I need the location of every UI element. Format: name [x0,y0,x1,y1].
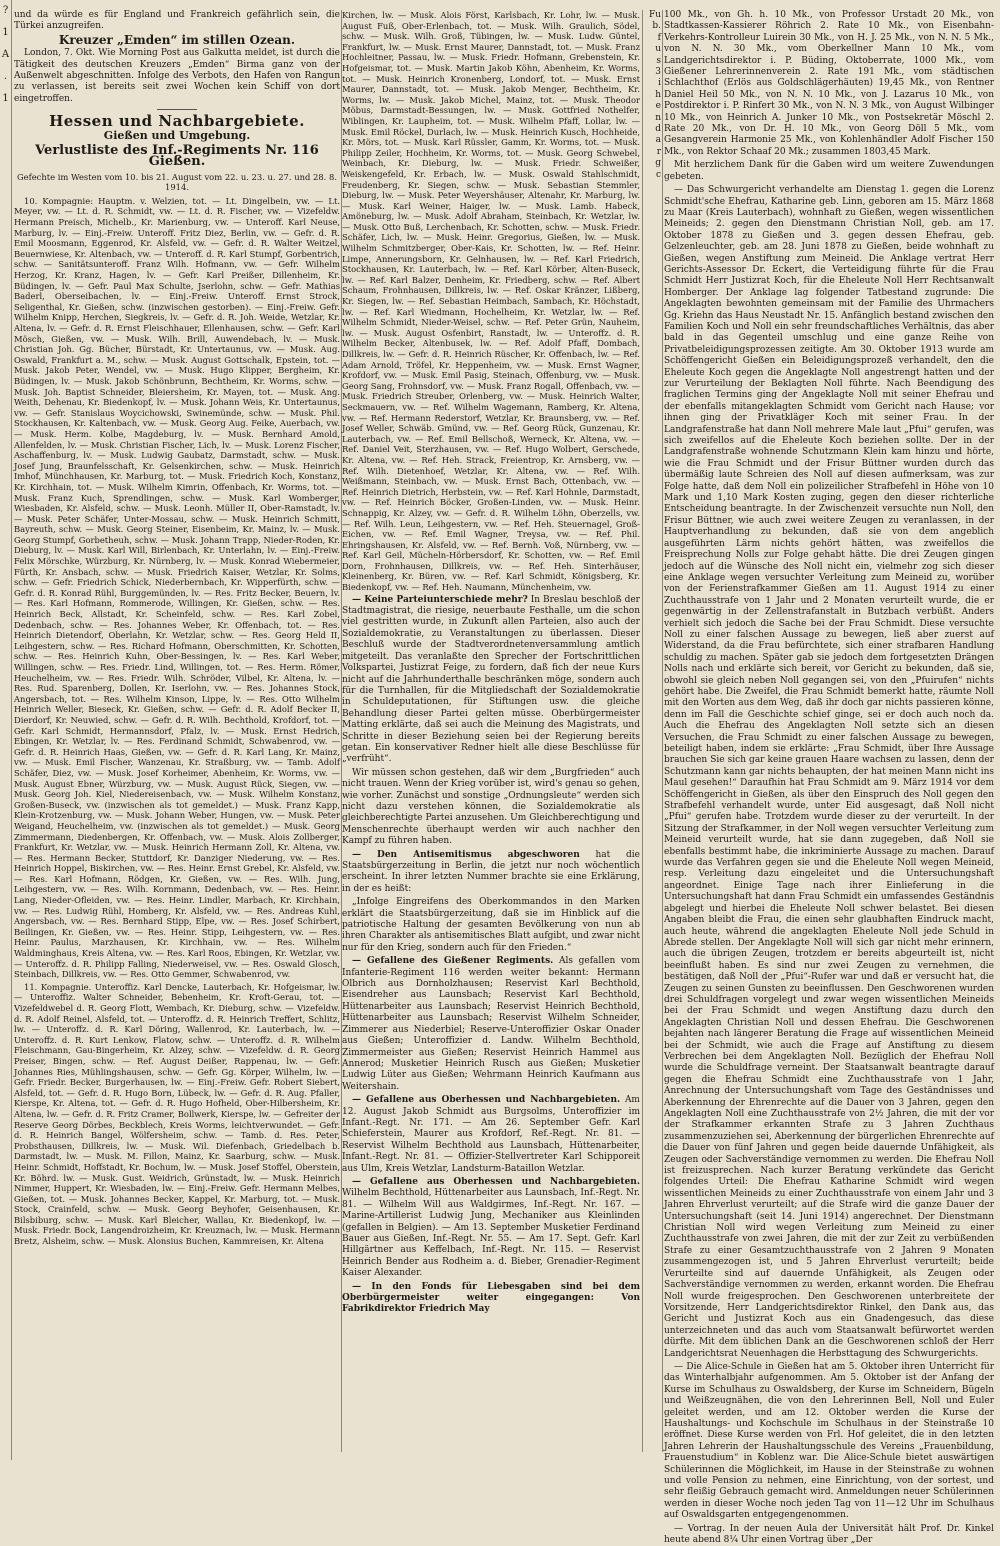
fragment: Fu [648,10,661,20]
fund-thanks: Mit herzlichem Dank für die Gaben wird um weitere Zuwendungen gebeten. [664,160,994,182]
article-gefallene-oberhessen-1 [342,1095,640,1175]
fragment: d [655,124,661,135]
article-title: — Gefallene des Gießener Regiments. [352,956,554,967]
section-subtitle: Gießen und Umgebung. [103,128,251,142]
fragment: 3 [655,67,661,78]
article-gefallene-oberhessen-2 [342,1177,640,1280]
article-body: In Breslau beschloß der Stadtmagistrat, die riesige, neuerbaute Festhalle, um die schon viel gestritten wurde, in Zukunft allen Parteien, also auch der Sozialdemokratie, zu Veranstaltungen zu überlassen. Dieser Beschluß wurde der Stadtverordnetenversammlung amtlich mitgeteilt. Das veranlaßte den Sprecher der Fortschrittlichen Volkspartei, Justizrat Feige, zu fordern, daß fich der neue Kurs nicht auf die Jahrhunderthalle beschränken möge, sondern auch für die Turnhallen, für die Mitgliedschaft der Sozialdemokratie in Schuldeputationen, für Stiftungen usw. die gleiche Behandlung dieser Partei gelten müsse. Oberbürgermeister Matting erklärte, daß sei auch die Meinung des Magistrats, und Schritte in dieser Beziehung seien bei der Regierung bereits getan. Ein konservativer Redner hielt alle diese Beschlüsse für „verfrüht“. [342,594,640,765]
list-subtitle: Gefechte im Westen vom 10. bis 21. August vom 22. u. 23. u. 27. und 28. 8. 1914. [16,171,337,192]
fragment: n [655,112,661,123]
fragment: i [658,78,661,89]
casualty-list-continued: Kirchen, lw. — Musk. Alois Först, Karlsbach, Kr. Lohr, lw. — Musk. August Fuß, Ober-Erlenbach, tot. — Musk. Wilh. Graulich, Södel, schw. — Musk. Wilh. Groß, Tübingen, lw. — Musk. Ludw. Güntel, Frankfurt, lw. — Musk. Ernst Maurer, Dannstadt, tot. — Musk. Franz Hochleitner, Passau, lw. — Musk. Friedr. Hofmann, Grebenstein, Kr. Hofgeismar, tot. — Musk. Martin Jakob Köhn, Abenheim, Kr. Worms, tot. — Musk. Heinrich Kronenberg, Londorf, tot. — Musk. Ernst Maurer, Dannstadt, tot. — Musk. Jakob Menger, Bechtheim, Kr. Worms, lw. — Musk. Jakob Michel, Mainz, tot. — Musk. Theodor Möbus, Darmstadt-Bessungen, lw. — Musk. Gottfried Nothelfer, Wiblingen, Kr. Laupheim, tot. — Musk. Wilhelm Pfaff, Lollar, lw. — Musk. Emil Röckel, Durlach, lw. — Musk. Heinrich Kusch, Hochheide, Kr. Mörs, tot. — Musk. Karl Rüssler, Gamm, Kr. Worms, tot. — Musk. Philipp Zeiler, Hochheim, Kr. Worms, tot. — Musk. Georg Schwebel, Weinbach, Kr. Dieburg, lw. — Musk. Friedr. Schweißer, Weiskengefeld, Kr. Erbach, lw. — Musk. Oswald Stahlschmidt, Freudenberg, Kr. Siegen, schw. — Musk. Sebastian Stemmler, Dieburg, lw. — Musk. Peter Weyershäuser, Altenahr, Kr. Marburg, lw. — Musk. Karl Weiner, Haiger, lw. — Musk. Lamb. Habeck, Amöneburg, lw. — Musk. Adolf Abraham, Steinbach, Kr. Wetzlar, lw. — Musk. Otto Buß, Lerchenbach, Kr. Schotten, schw. — Musk. Friedr. Schäfer, Lich, lw. — Musk. Heinr. Gregorius, Gießen, lw. — Musk. Wilhelm Schmitzberger, Ober-Kais, Kr. Schotten, lw. — Ref. Heinr. Limpe, Annerungsborn, Kr. Gelnhausen, lw. — Ref. Karl Friedrich, Stockhausen, Kr. Lauterbach, lw. — Ref. Karl Körber, Alten-Buseck, lw. — Ref. Karl Balzer, Denheim, Kr. Friedberg, schw. — Ref. Albert Schaum, Frohnhausen, Dillkreis, lw. — Ref. Oskar Kränzer, Lißberg, Kr. Siegen, lw. — Ref. Sebastian Heimbach, Sambach, Kr. Höchstadt, lw. — Ref. Karl Wiedmann, Hochelheim, Kr. Wetzlar, lw. — Ref. Wilhelm Schmidt, Nieder-Weisel, schw. — Ref. Peter Grün, Nauheim, lw. — Musk. August Osfenbirt, Ranstadt, lw. — Unteroffz. d. R. Wilhelm Becker, Altenbusek, lw. — Ref. Adolf Pfaff, Dombach, Dillkreis, lw. — Gefr. d. R. Heinrich Rüscher, Kr. Offenbach, lw. — Ref. Adam Arnold, Tröfel, Kr. Heppenheim, vw. — Musk. Ernst Wagner, Krofdorf, vw. — Musk. Emil Pasig, Steinach, Offenburg, vw. — Musk. Georg Sang, Frohnsdorf, vw. — Musk. Franz Rogall, Offenbach, vw. — Musk. Friedrich Streuber, Orlenberg, vw. — Musk. Heinrich Walter, Seckmauern, vw. — Ref. Wilhelm Wagemann, Ramberg, Kr. Altena, vw. — Ref. Hermann Rederstorf, Wetzlar, Kr. Braunsberg, vw. — Ref. Josef Weller, Schwäb. Gmünd, vw. — Ref. Georg Rück, Gunzenau, Kr. Lauterbach, vw. — Ref. Emil Bellschoß, Werneck, Kr. Altena, vw. — Ref. Daniel Veit, Sterzhausen, vw. — Ref. Hugo Wolbert, Gerschede, Kr. Altena, vw. — Ref. Heh. Strack, Freientrop, Kr. Arnsberg, vw. — Ref. Wilh. Dietenhoef, Wetzlar, Kr. Altena, vw. — Ref. Wilh. Weißmann, Steinbach, vw. — Musk. Ernst Bach, Ottenbach, vw. — Ref. Heinrich Dietrich, Herbstein, vw. — Ref. Karl Hohnle, Darmstadt, vw. — Ref. Heinrich Böcker, Großen-Linden, vw. — Musk. Heinr. Schnappig, Kr. Alzey, vw. — Gefr. d. R. Wilhelm Löhn, Oberzells, vw. — Ref. Wilh. Leun, Leihgestern, vw. — Ref. Heh. Steuernagel, Groß-Eichen, vw. — Ref. Emil Wagner, Treysa, vw. — Ref. Phil. Ehringshausen, Kr. Alsfeld, vw. — Ref. Bernh. Voß, Nürnberg, vw. — Ref. Karl Geil, Mücheln-Hörbersdorf, Kr. Schotten, vw. — Ref. Emil Dorn, Frohnhausen, Dillkreis, vw. — Ref. Heh. Sinterhäuser, Kleinenberg, Kr. Büren, vw. — Ref. Karl Schmidt, Königsberg, Kr. Biedenkopf, vw. — Ref. Heh. Naumann, Münchenheim, vw. [342,10,640,593]
article-body: Wilhelm Bechthold, Hüttenarbeiter aus Launsbach, Inf.-Regt. Nr. 81. — Wilhelm Will aus Waldgirmes, Inf.-Regt. Nr. 167. — Marine-Artillerist Ludwig Jung, Mechaniker aus Kleinlinden (gefallen in Belgien). — Am 13. September Musketier Ferdinand Bauer aus Gießen, Inf.-Regt. Nr. 55. — Am 17. Sept. Gefr. Karl Hillgärtner aus Keffelbach, Inf.-Regt. Nr. 115. — Reservist Heinrich Bender aus Rodheim a. d. Bieber, Grenadier-Regiment Kaiser Alexander. [342,1188,640,1279]
left-margin-strip [0,0,12,1460]
article-title: — In den Fonds für Liebesgaben sind bei dem Oberbürgermeister weiter eingegangen: Von Fabrikdirektor Friedrich May [342,1281,640,1315]
column-rule [662,10,663,1452]
strip-char: . [3,71,8,82]
casualty-list-11th-company: 11. Kompagnie. Unteroffiz. Karl Dencke, Lauterbach, Kr. Hofgeismar, lw. — Unteroffiz. Walter Schneider, Bebenheim, Kr. Kroft-Gerau, tot. — Vizefeldwebel d. R. Georg Flott, Wembach, Kr. Dieburg, schw. — Vizefeldw. d. R. Adolf Reinel, Alsfeld, tot. — Unteroffz. d. R. Heinrich Treffert, Schlitz, lw. — Unteroffz. d. R. Karl Döring, Wallenrod, Kr. Lauterbach, lw. — Unteroffz. d. R. Kurt Lenkow, Flatow, schw. — Unteroffz. d. R. Wilhelm Fleischmann, Gau-Bingerheim, Kr. Alzey, schw. — Vizefeldw. d. R. Georg Preiser, Bingen, schw. — Ref. August Deißer, Rappenau, lw. — Gefr. Johannes Ries, Mühlingshausen, schw. — Gefr. Gg. Körper, Wilhelm, lw. — Gefr. Friedr. Becker, Burgerhausen, lw. — Einj.-Freiw. Gefr. Robert Siebert, Alsfeld, tot. — Gefr. d. R. Hugo Born, Lübeck, lw. — Gefr. d. R. Aug. Pfaller, Kierspe, Kr. Altena, tot. — Gefr. d. R. Hugo Hofheld, Ober-Hilbersheim, Kr. Altena, lw. — Gefr. d. R. Fritz Cramer, Bollwerk, Kierspe, lw. — Gefreiter der Reserve Georg Dörbes, Beckblech, Kreis Worms, leichtverwundet. — Gefr. d. R. Heinrich Bangel, Wölfersheim, schw. — Tamb. d. Res. Peter, Probsthausen, Dillkreis, lw. — Musk. Wil. Diefenbach, Griedelbach b. Darmstadt, lw. — Musk. M. Fillon, Mainz, Kr. Saarburg, schw. — Musk. Heinr. Schmidt, Hoffstadt, Kr. Bochum, lw. — Musk. Josef Stoffel, Oberstein, Kr. Böhrd. lw. — Musk. Gust. Weidrich, Grünstadt, lw. — Musk. Heinrich Nimmer, Huppert, Kr. Wiesbaden, lw. — Einj.-Freiw. Gefr. Hermann Melbes, Gießen, tot. — Musk. Johannes Becker, Kappel, Kr. Marburg, tot. — Musk. Stock, Crainfeld, schw. — Musk. Georg Beyhofer, Geisenhausen, Kr. Bilsbiburg, schw. — Musk. Karl Bleicher, Wallau, Kr. Biedenkopf, lw. — Musk. Friedr. Bock, Langendroizheim, Kr. Kreuznach, lw. — Musk. Hermann Bretz, Alsheim, schw. — Musk. Alonsius Buchen, Kammreisen, Kr. Altena [14,981,340,1247]
headline-kreuzer: Kreuzer „Emden“ im stillen Ozean. [58,32,296,47]
kreuzer-paragraph: London, 7. Okt. Wie Morning Post aus Galkutta meldet, ist durch die Tätigkeit des deutschen Kreuzers „Emden“ Birma ganz von der Außenwelt abgeschnitten. Infolge des Verbots, den Hafen von Rangun zu verlassen, ist bereits seit zwei Wochen kein Schiff von dort eingetroffen. [14,48,340,104]
article-liebesgaben [342,1282,640,1316]
strip-char: 1 [2,27,9,38]
fragment: s [656,55,661,66]
list-title: Verlustliste des Inf.-Regiments Nr. 116 Gießen. [35,143,319,170]
article-antisemitismus [342,850,640,896]
section-title: Hessen und Nachbargebiete. [49,112,305,131]
column-3-fragments [642,10,661,1452]
article-title: — Den Antisemitismus abgeschworen [352,849,580,860]
article-title: — Keine Parteiunterschiede mehr? [352,594,528,605]
fragment: a [655,135,661,146]
article-body: hat die Staatsbürgerzeitung in Berlin, die jetzt nur noch wöchentlich erscheint. In ihrer letzten Nummer brachte sie eine Erklärung, in der es heißt: [342,849,640,894]
fragment: r [656,146,661,157]
quote: „Infolge Eingreifens des Oberkommandos in den Marken erklärt die Staatsbürgerzeitung, daß sie im Hinblick auf die patriotische Haltung der gesamten Bevölkerung von nun ab ihren Charakter als antisemitisches Blatt aufgibt, und zwar nicht nur für den Krieg, sondern auch für den Frieden.“ [342,897,640,953]
intro-paragraph: und da würde es für England und Frankreich gefährlich sein, die Türkei anzugreifen. [14,10,340,32]
fragment: b. [652,21,661,32]
column-4 [664,10,994,1546]
article-schwurgericht: — Das Schwurgericht verhandelte am Dienstag 1. gegen die Lorenz Schmidt'sche Ehefrau, Katharine geb. Linn, geboren am 15. März 1868 zu Maar (Kreis Lauterbach), wohnhaft zu Gießen, wegen wissentlichen Meineids; 2. gegen den Dienstmann Christian Noll, geb. am 17. Oktober 1878 zu Gießen und 3. gegen dessen Ehefrau, geb. Gelzenleuchter, geb. am 28. Juni 1878 zu Gießen, beide wohnhaft zu Gießen, wegen Anstiftung zum Meineid. Die Anklage vertrat Herr Gerichts-Assessor Dr. Eckert, die Verteidigung führte für die Frau Schmidt Herr Justizrat Koch, für die Eheleute Noll Herr Rechtsanwalt Homberger. Der Anklage lag folgender Tatbestand zugrunde: Die Angeklagten bewohnten gemeinsam mit der Familie des Uhrmachers Gg. Kriehn das Haus Neustadt Nr. 15. Anfänglich bestand zwischen den Familien Koch und Noll ein sehr freundschaftliches Verhältnis, das aber bald in das Gegenteil umschlug und eine ganze Reihe von Privatbeleidigungsprozessen zeitigte. Am 30. Oktober 1913 wurde am Schöffengericht Gießen ein Beleidigungsprozeß verhandelt, den die Eheleute Koch gegen die Angeklagte Noll angestrengt hatten und der zur Verurteilung der Beklagten Noll führte. Nach Beendigung des fraglichen Termins ging der Angeklagte Noll mit seiner Ehefrau und der ebenfalls mitangeklagten Schmidt vom Gericht nach Hause; vor ihnen ging der Privatkläger Koch mit seiner Frau. In der Landgrafenstraße hat dann Noll mehrere Male laut „Pfui“ gerufen, was sich zweifellos auf die Eheleute Koch beziehen sollte. Der in der Landgrafenstraße wohnende Schutzmann Klein kam hinzu und hörte, wie die Frau Schmidt und der Frisur Büttner wurden durch das übermäßig laute Schreien des Noll auf diesen aufmerksam, was zur Folge hatte, daß dem Noll ein polizeilicher Strafbefehl in Höhe von 10 Mark und 1,10 Mark Kosten zuging, gegen den dieser richterliche Entscheidung beantragte. In der Zwischenzeit versuchte nun Noll, den Frisur Büttner, wie auch zwei weitere Zeugen zu veranlassen, in der Hauptverhandlung zu bekunden, daß sie von dem angeblich ausgeführten Lärm nichts gehört hätten, was zweifellos die Freisprechung Nolls zur Folge gehabt hätte. Die drei Zeugen gingen jedoch auf die Wünsche des Noll nicht ein, vielmehr zog sich dieser eine Anklage wegen versuchter Verleitung zum Meineid zu, worüber von der Ferienstrafkammer Gießen am 11. August 1914 zu einer Zuchthausstrafe von 1 Jahr und 2 Monaten verurteilt wurde, die er gegenwärtig in der Zellenstrafanstalt in Butzbach verbüßt. Anders verhielt sich jedoch die Sache bei der Frau Schmidt. Diese versuchte Noll zu einer falschen Aussage zu bewegen, ließ aber zuerst auf Widerstand, da die Frau befürchtete, sich einer strafbaren Handlung schuldig zu machen. Später gab sie jedoch dem fortgesetzten Drängen Nolls nach und erklärte sich bereit, vor Gericht zu bekunden, daß sie, obwohl sie gleich neben Noll gegangen sei, von den „Pfuirufen“ nichts gehört habe. Die Zweifel, die Frau Schmidt bemerkt hatte, räumte Noll mit den Worten aus dem Weg, daß ihr doch gar nichts passieren könne, denn im Fall die Geschichte schief ginge, sei er doch auch noch da. Auch die Ehefrau des Angeklagten Noll setzte sich an diesen Versuchen, die Frau Schmidt zu einer falschen Aussage zu bewegen, beteiligt haben, indem sie erklärte: „Frau Schmidt, über Ihre Aussage brauchen Sie sich gar keine grauen Haare wachsen zu lassen, denn der Schutzmann kann gar nichts behaupten, der hat meinen Mann nicht ins Maul gesehen!“ Daraufhin hat Frau Schmidt am 9. März 1914 vor dem Schöffengericht in Gießen, als über den Einspruch des Noll gegen den Strafbefehl verhandelt wurde, unter Eid ausgesagt, daß Noll nicht „Pfui“ gerufen habe. Trotzdem wurde dieser zu der verurteilt. In der Sitzung der Strafkammer, in der Noll wegen versuchter Verleitung zum Meineid verurteilt wurde, hat sie dann zugegeben, daß Noll sie ebenfalls bestimmt habe, die inkriminierte Aussage zu machen. Darauf wurde das Verfahren gegen sie und die Eheleute Noll wegen Meineid, resp. Verleitung dazu eingeleitet und die Untersuchungshaft angeordnet. Einige Tage nach ihrer Einlieferung in die Untersuchungshaft hat dann Frau Schmidt ein umfassendes Geständnis abgelegt und hierbei die Eheleute Noll schwer belastet. Bei diesen Angaben bleibt die Frau, die einen sehr glaubhaften Eindruck macht, auch heute, während die angeklagten Eheleute Noll jede Schuld in Abrede stellen. Der Angeklagte Noll will sich gar nicht mehr erinnern, auch die übrigen Zeugen, trotzdem er bereits abgeurteilt ist, nicht beeinflußt haben. Es sind nur zwei Zeugen zu vernehmen, die bestätigen, daß Noll der „Pfui“-Rufer war und daß er versucht hat, die Zeugen zu seinen Gunsten zu beeinflussen. Den Geschworenen wurden drei Schuldfragen vorgelegt und zwar wegen wissentlichen Meineids bei der Frau Schmidt und wegen Anstiftung dazu durch den Angeklagten Christian Noll und dessen Ehefrau. Die Geschworenen bejahten nach längerer Beratung die Frage auf wissentlichen Meineid bei der Schmidt, wie auch die Frage auf Anstiftung zu diesem Verbrechen bei dem Angeklagten Noll. Bezüglich der Ehefrau Noll wurde die Schuldfrage verneint. Der Staatsanwalt beantragte darauf gegen die Ehefrau Schmidt eine Zuchthausstrafe von 1 Jahr, Anrechnung der Untersuchungshaft vom Tage des Geständnisses und Aberkennung der Ehrenrechte auf die Dauer von 3 Jahren, gegen den Angeklagten Noll eine Zuchthausstrafe von 2½ Jahren, die mit der vor der Strafkammer erkannten Strafe zu 3 Jahren Zuchthaus zusammenzuziehen sei, Aberkennung der bürgerlichen Ehrenrechte auf die Dauer von fünf Jahren und gegen beide dauernde Unfähigkeit, als Zeugen oder Sachverständige vernommen zu werden. Die Ehefrau Noll ist freizusprechen. Nach kurzer Beratung verkündete das Gericht folgendes Urteil: Die Ehefrau Katharine Schmidt wird wegen wissentlichen Meineids zu einer Zuchthausstrafe von einem Jahr und 3 Jahren Ehrverlust verurteilt; auf die Strafe wird die ganze Dauer der Untersuchungshaft (seit 14. Juni 1914) angerechnet. Der Dienstmann Christian Noll wird wegen Verleitung zum Meineid zu einer Zuchthausstrafe von zwei Jahren, die mit der zur Zeit zu verbüßenden Strafe zu einer Gesamtzuchthausstrafe von 2 Jahren 9 Monaten zusammengezogen ist, und 5 Jahren Ehrverlust verurteilt; beide Verurteilte sind auf dauernde Unfähigkeit, als Zeugen oder Sachverständige vernommen zu werden, erkannt worden. Die Ehefrau Noll wurde freigesprochen. Den Geschworenen unterbreitete der Vorsitzende, Herr Landgerichtsdirektor Rinkel, den Dank aus, das Gericht und Justizrat Koch aus ein Gnadengesuch, das diese unterzeichneten und das auch vom Staatsanwalt befürwortet werden dürfte. Mit dem üblichen Dank an die Geschworenen schloß der Herr Landgerichtsrat Neuenhagen die Herbsttagung des Schwurgerichts. [664,185,994,1359]
column-1 [14,10,340,1452]
strip-char: ? [2,5,9,16]
fragment: f [657,32,661,43]
fragment: h [655,89,661,100]
article-gefallene-regiment [342,956,640,1093]
article-body: Als gefallen vom Infanterie-Regiment 116 werden weiter bekannt: Hermann Olbrich aus Dornholzhausen; Reservist Karl Bechthold, Eisendreher aus Launsbach; Reservist Karl Bechthold, Hüttenarbeiter aus Launsbach; Reservist Heinrich Bechthold, Hüttenarbeiter aus Launsbach; Reservist Wilhelm Schneider, Zimmerer aus Niederbiel; Reserve-Unteroffizier Oskar Onader aus Gießen; Unteroffizier d. Landw. Wilhelm Bechthold, Zimmermeister aus Gießen; Reservist Heinrich Hammel aus Annerod; Musketier Heinrich Rusch aus Gießen; Musketier Ludwig Lüter aus Gießen; Wehrmann Heinrich Kaufmann aus Weitershain. [342,956,640,1092]
article-vortrag: — Vortrag. In der neuen Aula der Universität hält Prof. Dr. Kinkel heute abend 8¼ Uhr einen Vortrag über „Der [664,1523,994,1546]
column-2 [342,10,640,1452]
article-body: Am 12. August Jakob Schmidt aus Burgsolms, Unteroffizier im Infant.-Regt. Nr. 171. — Am 26. September Gefr. Karl Schieferstein, Maurer aus Krofdorf, Ref.-Regt. Nr. 81. — Reservist Wilhelm Bechthold aus Launsbach, Hüttenarbeiter, Infant.-Regt. Nr. 81. — Offizier-Stellvertreter Karl Schipporeit aus Ulm, Kreis Wetzlar, Landsturm-Bataillon Wetzlar. [342,1095,640,1174]
fragment: e [655,101,661,112]
article-parteiunterschiede-comment: Wir müssen schon gestehen, daß wir dem „Burgfrieden“ auch nicht trauen. Wenn der Krieg vorüber ist, wird's genau so gehen, wie vorher. Zunächst und sonstige „Ordnungsleute“ werden sich nicht dazu verstehen können, die Sozialdemokratie als gleichberechtigte Partei anzusehen. Um Gleichberechtigung und Menschenrechte überhaupt werden wir auch nachher den Kampf zu führen haben. [342,767,640,847]
article-title: — Gefallene aus Oberhessen und Nachbargebieten. [352,1176,640,1187]
fund-list: 100 Mk., von Gh. h. 10 Mk., von Professor Urstadt 20 Mk., von Stadtkassen-Kassierer Röhrich 2. Rate 10 Mk., von Eisenbahn-Verkehrs-Kontrolleur Luirein 30 Mk., von H. J. 25 Mk., von N. N. 5 Mk., von N. N. 30 Mk., vom Oberkellner Mann 10 Mk., vom Landgerichtsdirektor i. P. Büding, Oktoberrate, 1000 Mk., vom Gießener Lehrerinnenverein 2. Rate 191 Mk., vom städtischen Schlachthof (Erlös aus Goldschlägerhäuten) 19,45 Mk., von Rentner Daniel Heil 50 Mk., von N. N. 10 Mk., von J. Lazarus 10 Mk., von Postdirektor i. P. Rinfert 30 Mk., von N. N. 3 Mk., von August Wilbinger 10 Mk., von Heinrich A. Junker 10 Mk., von Postsekretär Möschl 2. Rate 20 Mk., von Dr. H. 10 Mk., von Georg Döll 5 Mk., vom Gesangverein Harmonie 25 Mk., von Kohlenhändler Adolf Fischer 150 Mk., von Rektor Schaaf 20 Mk.; zusammen 1803,45 Mark. [664,10,994,157]
fragment: u [655,44,661,55]
divider [157,109,197,110]
strip-char: 1 [2,93,9,104]
article-parteiunterschiede [342,595,640,766]
casualty-list-10th-company: 10. Kompagnie: Hauptm. v. Welzien, tot. — Lt. Dingelbein, vw. — Lt. Meyer, vw. — Lt. d. R. Schmidt, vw. — Lt. d. R. Fischer, vw. — Vizefeldw. Hermann Preisch, Michelb., Kr. Marienburg, vw. — Unteroff. Karl Neuse, Marburg, lv. — Einj.-Freiw. Unteroff. Fritz Diez, Berlin, vw. — Gefr. d. R. Emil Moosmann, Eggenrod, Kr. Alsfeld, vw. — Gefr. d. R. Walter Weitzel, Beuernwiese, Kr. Altenbach, vw. — Unteroff. d. R. Karl Stumpf, Gorbentrich, schw. — Sanitätsunteroff. Franz Wilh. Hofmann, vw. — Gefr. Wilhelm Herzog, Kr. Kranz, Hagen, lv. — Gefr. Karl Preißer, Dillenheim, Kr. Büdingen, lv. — Gefr. Paul Max Schulte, Jserlohn, schw. — Gefr. Mathias Baderl, Oberseibachen, lv. — Einj.-Freiw. Unteroff. Ernst Strock, Seligenthal, Kr. Gießen, schw. (inzwischen gestorben). — Einj.-Freiw. Gefr. Wilhelm Knipp, Herchen, Siegkreis, lv. — Gefr. d. R. Joh. Weide, Wetzlar, Kr. Altena, lv. — Gefr. d. R. Ernst Fleischhauer, Ellenhausen, schw. — Gefr. Karl Mösch, Gießen, vw. — Musk. Wilh. Brill, Auwendebach, lv. — Musk. Christian Joh. Gg. Bücher, Bürstadt, Kr. Untertaunus, vw. — Musk. Aug. Oswald, Frankfurt a. M., schw. — Musk. August Gottschalk, Epstein, tot. — Musk. Jakob Peter, Wendel, vw. — Musk. Hugo Klipper, Bergheim, Kr. Büdingen, lv. — Musk. Jakob Schönbrunn, Bechtheim, Kr. Worms, schw. — Musk. Joh. Baptist Schneider, Bleiersheim, Kr. Mayen, tot. — Musk. Ang. Weith, Dehenau, Kr. Biedenkopf, lv. — Musk. Johann Weis, Kr. Untertaunus, vw. — Gefr. Stanislaus Woycichowski, Swinemünde, schw. — Musk. Phil. Stockhausen, Kr. Kaltenbach, vw. — Musk. Georg Aug. Feike, Auerbach, vw. — Musk. Herm. Kolbe, Magdeburg, lv. — Musk. Bernhard Amold, Allenfelden, lv. — Musk. Christian Fischer, Lich, lv. — Musk. Lorenz Fischer, Aschaffenburg, lv. — Musk. Ludwig Gaubatz, Darmstadt, schw. — Musk. Josef Jung, Braunfelsschaft, Kr. Gelsenkirchen, schw. — Musk. Heinrich Imhof, Münchhausen, Kr. Marburg, tot. — Musk. Friedrich Koch, Konstanz, Kr. Kirchhain, tot. — Musk. Wilhelm Kimrin, Offenbach, Kr. Worms, tot. — Musk. Franz Kuch, Sprendlingen, schw. — Musk. Karl Womberger, Wiesbaden, Kr. Alsfeld, schw. — Musk. Leonh. Müller II, Ober-Ramstadt, lv. — Musk. Peter Schäfer, Unter-Mossau, schw. — Musk. Heinrich Schmitt, Bayreuth, schw. — Musk. Georg Steiner, Eisenbeim, Kr. Mainz, lv. — Musk. Georg Stumpf, Gorbetheuh, schw. — Musk. Johann Trapp, Nieder-Roden, Kr. Dieburg, lv. — Musk. Karl Will, Birlenbach, Kr. Unterlahn, lv. — Einj.-Freiw. Felix Mörschke, Würzburg, Kr. Nürnberg, lv. — Musk. Konrad Wiebermeier, Fürth, Kr. Ansbach, schw. — Musk. Friedrich Kaiser, Wetzlar, Kr. Solms, schw. — Gefr. Friedrich Schick, Niederbernbach, Kr. Wipperfürth, schw. — Gefr. d. R. Konrad Rühl, Burggemünden, lv. — Res. Fritz Becker, Beuern, lv. — Res. Karl Hofmann, Rommerode, Willingen, Kr. Gießen, schw. — Res. Heinrich Beck, Allstadt, Kr. Scheinfeld, schw. — Res. Karl Zobel, Dedenbach, schw. — Res. Johannes Weber, Kr. Offenbach, tot. — Res. Heinrich Dietendorf, Oberlahn, Kr. Wetzlar, schw. — Res. Georg Held II, Leihgestern, schw. — Res. Richard Hofmann, Oberschmitten, Kr. Schotten, schw. — Res. Heinrich Kuhn, Ober-Bessingen, lv. — Res. Karl Weber, Willingen, schw. — Res. Friedr. Lind, Willingen, tot. — Res. Herm. Römer, Heuchelheim, vw. — Res. Friedr. Wilh. Schröder, Vilbel, Kr. Altena, lv. — Res. Rud. Sparenberg, Dollen, Kr. Iserlohn, vw. — Res. Johannes Stock, Angersbach, tot. — Res. Wilhelm Kinson, Lippe, lv. — Res. Otto Wilhelm Heinrich Weller, Bieseck, Kr. Gießen, schw. — Gefr. d. R. Adolf Becker II, Dierdorf, Kr. Neuwied, schw. — Gefr. d. R. Wilh. Bechthold, Krofdorf, tot. — Gefr. Karl Schmidt, Hermannsdorf, Pfalz, lv. — Musk. Ernst Hedrich, Ebingen, Kr. Wetzlar, lv. — Res. Ferdinand Schmidt, Schwabenrod, vw. — Gefr. d. R. Heinrich Haas, Gießen, vw. — Gefr. d. R. Karl Lang, Kr. Mainz, vw. — Musk. Emil Fischer, Wanzenau, Kr. Straßburg, vw. — Tamb. Adolf Schäfer, Diez, vw. — Musk. Josef Korheimer, Abenheim, Kr. Worms, vw. — Musk. August Ebner, Würzburg, vw. — Musk. August Rück, Siegen, vw. — Musk. Georg Joh. Kiel, Niedereisenbach, vw. — Musk. Wilhelm Konstanz, Großen-Buseck, vw. (inzwischen als tot gemeldet.) — Musk. Franz Kapp, Klein-Krotzenburg, vw. — Musk. Johann Weber, Hungen, vw. — Musk. Peter Weigand, Heuchelheim, vw. (inzwischen als tot gemeldet.) — Musk. Georg Zimmermann, Diedenbergen, Kr. Offenbach, vw. — Musk. Alois Zollberger, Frankfurt, Kr. Wetzlar, vw. — Musk. Heinrich Hermann Zoll, Kr. Altena, vw. — Res. Hermann Becker, Stuttdorf, Kr. Danziger Niederung, vw. — Res. Heinrich Hoppel, Biskirchen, vw. — Res. Heinr. Ernst Grebel, Kr. Alsfeld, vw. — Res. Karl Hofmann, Rödgen, Kr. Gießen, vw. — Res. Wilh. Jung, Leihgestern, vw. — Res. Wilh. Kornmann, Dedenbach, vw. — Res. Heinr. Lang, Nieder-Ofleiden, vw. — Res. Heinr. Lindler, Marbach, Kr. Kirchhain, vw. — Res. Ludwig Rühl, Homberg, Kr. Alsfeld, vw. — Res. Andreas Kuhl, Angersbach, vw. — Res. Bernhard Stipp, Elpe, vw. — Res. Josef Schirbert, Beilingen, Kr. Gießen, vw. — Res. Heinr. Stipp, Leihgestern, vw. — Res. Heinr. Paulus, Marzhausen, Kr. Kirchhain, vw. — Res. Wilhelm Waldminghaus, Kreis Altena, vw. — Res. Karl Roos, Ebingen, Kr. Wetzlar, vw. — Unteroffz. d. R. Philipp Falling, Niederweisel, vw. — Res. Oswald Glosch, Steinbach, Dillkreis, vw. — Res. Otto Gemmer, Schwabenrod, vw. [14,195,340,980]
fragment: c [655,169,661,180]
strip-char: A [1,49,10,60]
fragment: g [655,158,661,169]
article-alice-schule: — Die Alice-Schule in Gießen hat am 5. Oktober ihren Unterricht für das Winterhalbjahr aufgenommen. Am 5. Oktober ist der Anfang der Kurse im Schulhaus zu Oswaldsberg, der Kurse im Schneidern, Bügeln und Weißzeugnähen, die von den Lehrerinnen Bell, Noll und Euler geleitet werden, und am 12. Oktober werden die Kurse der Haushaltungs- und Kochschule im Schulhaus in der Steinstraße 10 eröffnet. Diese Kurse werden von Frl. Hof geleitet, die in den letzten Jahren Lehrerin der Haushaltungsschule des Vereins „Frauenbildung, Frauenstudium“ in Koblenz war. Die Alice-Schule bietet auswärtigen Schülerinnen die Möglichkeit, im Hause in der Steinstraße zu wohnen und volle Pension zu nehmen, eine Einrichtung, von der sortest, und sehr fleißig Gebrauch gemacht wird. Anmeldungen neuer Schülerinnen werden in dieser Woche noch jeden Tag von 11—12 Uhr im Schulhaus auf Oswaldsgarten entgegengenommen. [664,1361,994,1521]
article-title: — Gefallene aus Oberhessen und Nachbargebieten. [352,1095,621,1106]
